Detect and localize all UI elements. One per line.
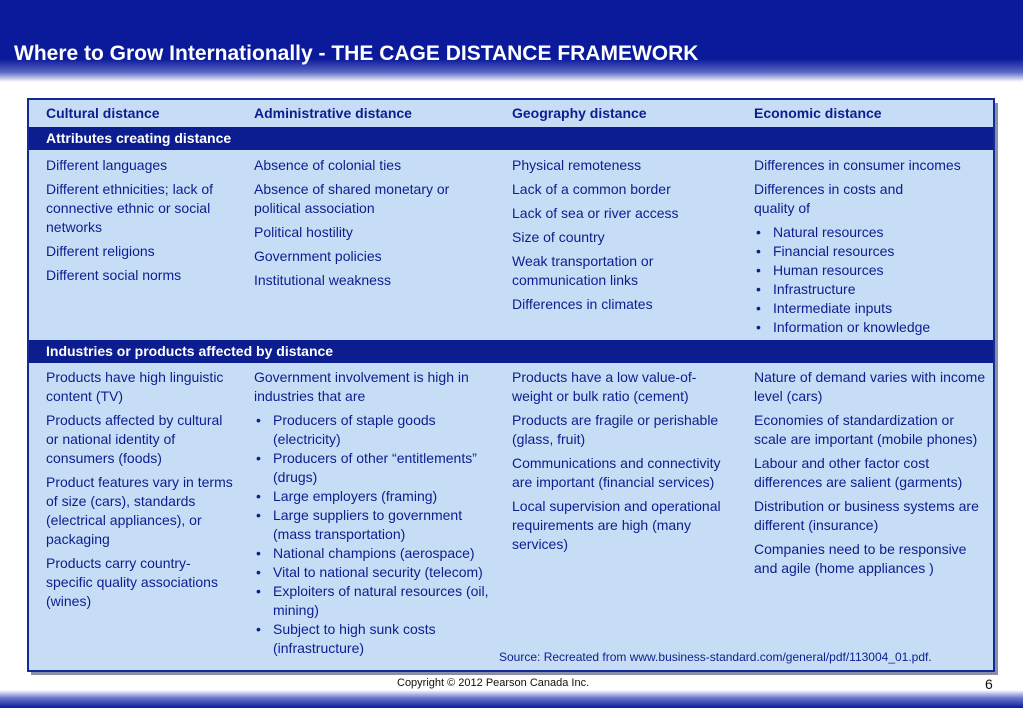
bullet-item: • Exploiters of natural resources (oil, mining)	[254, 582, 504, 620]
list-item: Absence of colonial ties	[254, 157, 402, 173]
list-item: Different social norms	[46, 267, 182, 283]
header-geography: Geography distance	[512, 105, 647, 121]
list-item: Political hostility	[254, 224, 353, 240]
list-item: Distribution or business systems are different (insurance)	[754, 498, 979, 533]
page-title: Where to Grow Internationally - THE CAGE DISTANCE FRAMEWORK	[14, 42, 699, 65]
bullet-item: • National champions (aerospace)	[254, 544, 504, 563]
industries-label: Industries or products affected by distance	[46, 343, 334, 359]
industries-administrative	[254, 368, 504, 658]
list-item: Differences in consumer incomes	[754, 157, 961, 173]
list-item: Lack of sea or river access	[512, 205, 679, 221]
list-item: Institutional weakness	[254, 272, 391, 288]
bullet-item: • Large suppliers to government (mass transportation)	[254, 506, 504, 544]
list-item: Lack of a common border	[512, 181, 671, 197]
bullet-item: • Information or knowledge	[754, 318, 990, 337]
cage-table	[27, 98, 995, 672]
header-administrative: Administrative distance	[254, 105, 412, 121]
page-number: 6	[985, 676, 993, 692]
bullet-item: • Producers of staple goods (electricity)	[254, 411, 504, 449]
industries-cultural	[46, 368, 236, 616]
list-item: Differences in costs and quality of	[754, 181, 904, 216]
list-item: Different languages	[46, 157, 168, 173]
header-cultural: Cultural distance	[46, 105, 160, 121]
list-item: Product features vary in terms of size (cars), standards (electrical appliances), or packaging	[46, 474, 233, 547]
industries-band	[29, 340, 993, 363]
attributes-cultural	[46, 156, 236, 290]
list-item: Weak transportation or communication links	[512, 253, 654, 288]
bullet-item: • Large employers (framing)	[254, 487, 504, 506]
list-item: Companies need to be responsive and agile (home appliances )	[754, 541, 967, 576]
list-item: Products affected by cultural or national identity of consumers (foods)	[46, 412, 223, 466]
list-item: Different ethnicities; lack of connective ethnic or social networks	[46, 181, 214, 235]
industries-geography	[512, 368, 727, 559]
list-item: Government involvement is high in industries that are	[254, 369, 469, 404]
attributes-economic	[754, 156, 990, 337]
source-note: Source: Recreated from www.business-standard.com/general/pdf/113004_01.pdf.	[499, 650, 932, 664]
copyright: Copyright © 2012 Pearson Canada Inc.	[397, 677, 590, 689]
list-item: Differences in climates	[512, 296, 653, 312]
list-item: Products have high linguistic content (TV)	[46, 369, 224, 404]
header-economic: Economic distance	[754, 105, 882, 121]
bullet-item: • Intermediate inputs	[754, 299, 990, 318]
bullet-item: • Human resources	[754, 261, 990, 280]
attributes-label: Attributes creating distance	[46, 130, 232, 146]
list-item: Products are fragile or perishable (glass, fruit)	[512, 412, 719, 447]
list-item: Products carry country-specific quality associations (wines)	[46, 555, 218, 609]
list-item: Local supervision and operational requirements are high (many services)	[512, 498, 721, 552]
attributes-band	[29, 127, 993, 150]
list-item: Economies of standardization or scale are important (mobile phones)	[754, 412, 978, 447]
industries-economic	[754, 368, 986, 583]
bullet-item: • Natural resources	[754, 223, 990, 242]
bullet-item: • Infrastructure	[754, 280, 990, 299]
list-item: Absence of shared monetary or political association	[254, 181, 450, 216]
bullet-item: • Financial resources	[754, 242, 990, 261]
bullet-item: • Vital to national security (telecom)	[254, 563, 504, 582]
list-item: Size of country	[512, 229, 605, 245]
bottom-bar	[0, 690, 1023, 708]
list-item: Communications and connectivity are important (financial services)	[512, 455, 721, 490]
bullet-item: • Producers of other “entitlements” (drugs)	[254, 449, 504, 487]
list-item: Different religions	[46, 243, 155, 259]
list-item: Products have a low value-of-weight or bulk ratio (cement)	[512, 369, 697, 404]
list-item: Nature of demand varies with income level (cars)	[754, 369, 986, 404]
list-item: Government policies	[254, 248, 382, 264]
bullet-item: • Subject to high sunk costs (infrastructure)	[254, 620, 504, 658]
list-item: Physical remoteness	[512, 157, 642, 173]
title-bar	[0, 0, 1023, 82]
attributes-administrative	[254, 156, 469, 295]
attributes-geography	[512, 156, 712, 319]
list-item: Labour and other factor cost differences are salient (garments)	[754, 455, 963, 490]
